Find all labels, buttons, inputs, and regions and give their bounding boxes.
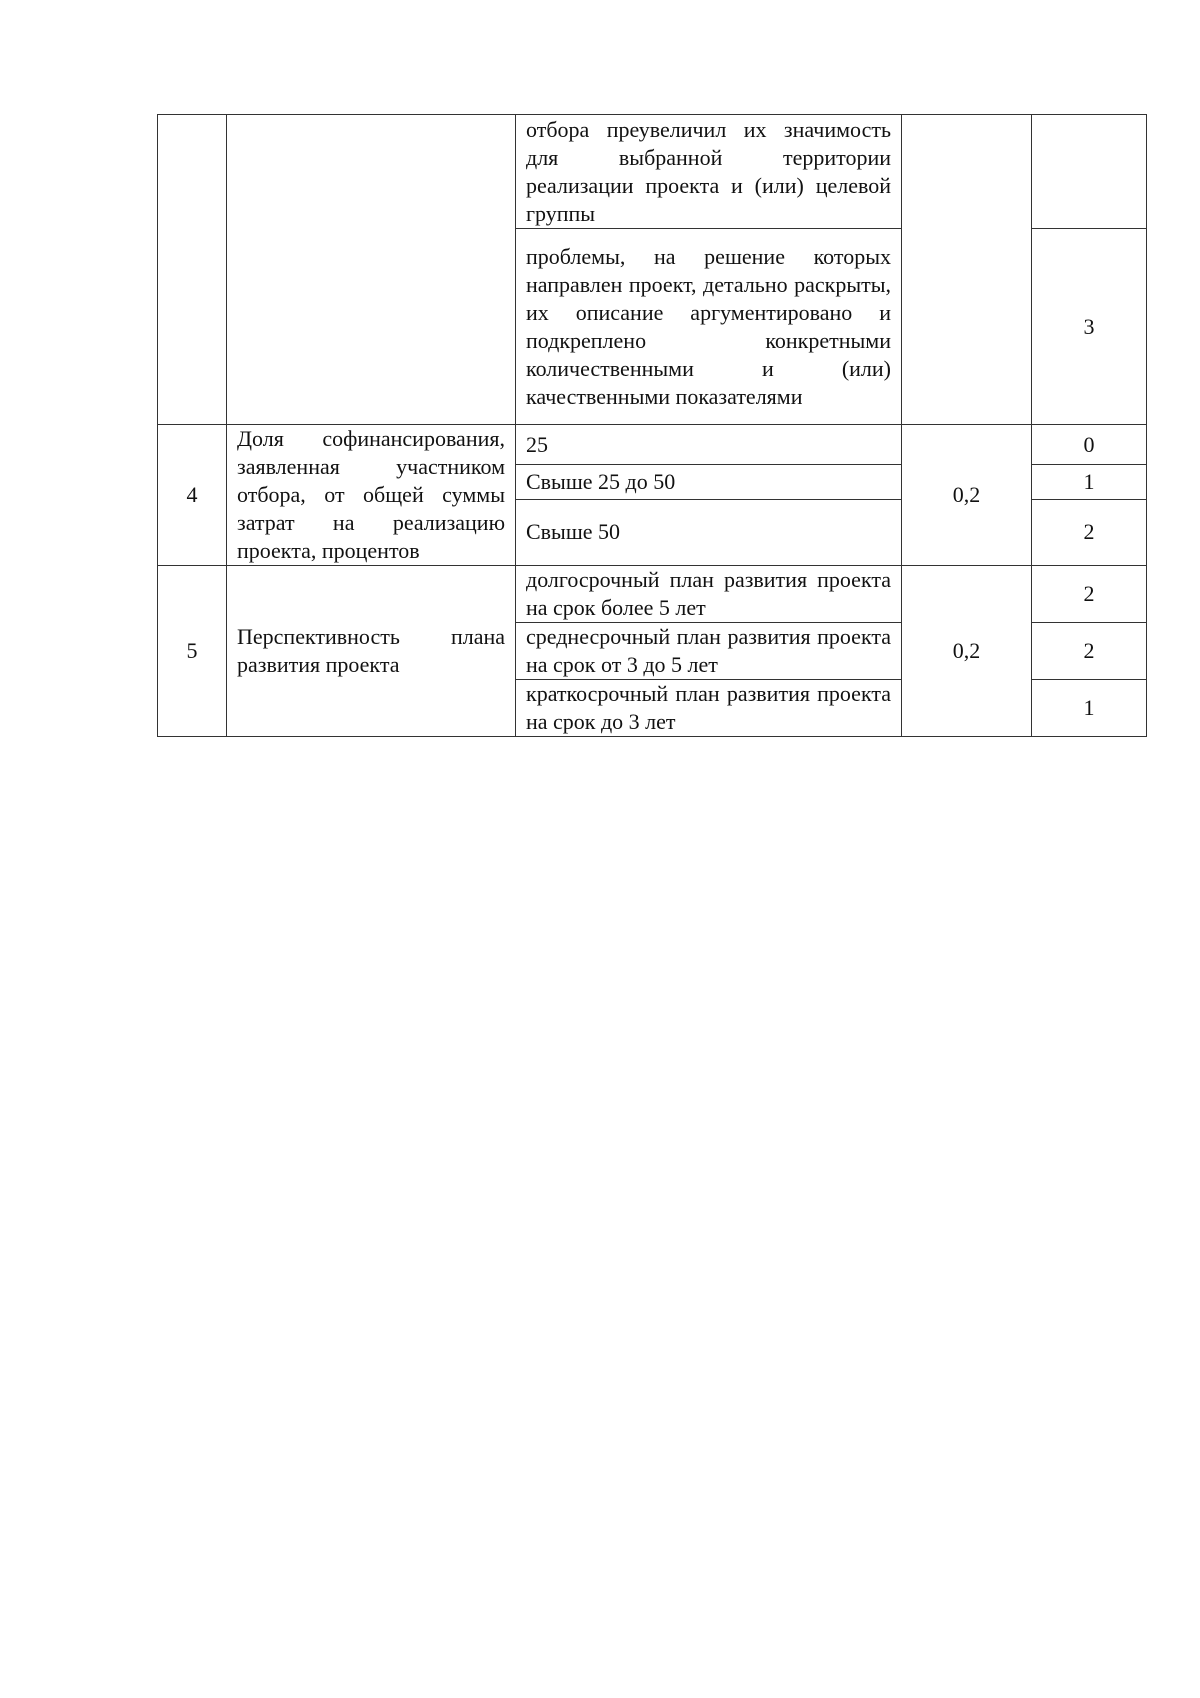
criterion-weight: 0,2: [902, 566, 1032, 737]
option-score: 3: [1032, 229, 1147, 425]
criterion-name-cell-empty: [227, 115, 516, 425]
table-row-continuation: [158, 115, 1147, 229]
option-description: отбора преувеличил их значимость для выбранной территории реализации проекта и (или) целевой группы: [516, 115, 902, 229]
option-score: 2: [1032, 566, 1147, 623]
option-description: Свыше 50: [516, 499, 902, 565]
criterion-name: Перспективность плана развития проекта: [227, 566, 516, 737]
option-description: проблемы, на решение которых направлен проект, детально раскрыты, их описание аргументировано и подкреплено конкретными количественными и (или) качественными показателями: [516, 229, 902, 425]
option-score: 2: [1032, 499, 1147, 565]
weight-cell-empty: [902, 115, 1032, 425]
option-score: 1: [1032, 680, 1147, 737]
criterion-number: 5: [158, 566, 227, 737]
option-description: долгосрочный план развития проекта на срок более 5 лет: [516, 566, 902, 623]
option-description: 25: [516, 425, 902, 465]
evaluation-criteria-table: [157, 114, 1147, 737]
table-row-criterion-5: [158, 566, 1147, 623]
criterion-weight: 0,2: [902, 425, 1032, 566]
option-score: [1032, 115, 1147, 229]
criterion-number: 4: [158, 425, 227, 566]
option-description: Свыше 25 до 50: [516, 465, 902, 499]
option-score: 0: [1032, 425, 1147, 465]
option-description: краткосрочный план развития проекта на срок до 3 лет: [516, 680, 902, 737]
criterion-number-cell-empty: [158, 115, 227, 425]
criterion-name: Доля софинансирования, заявленная участником отбора, от общей суммы затрат на реализацию проекта, процентов: [227, 425, 516, 566]
option-score: 2: [1032, 623, 1147, 680]
option-score: 1: [1032, 465, 1147, 499]
table-row-criterion-4: [158, 425, 1147, 465]
option-description: среднесрочный план развития проекта на срок от 3 до 5 лет: [516, 623, 902, 680]
